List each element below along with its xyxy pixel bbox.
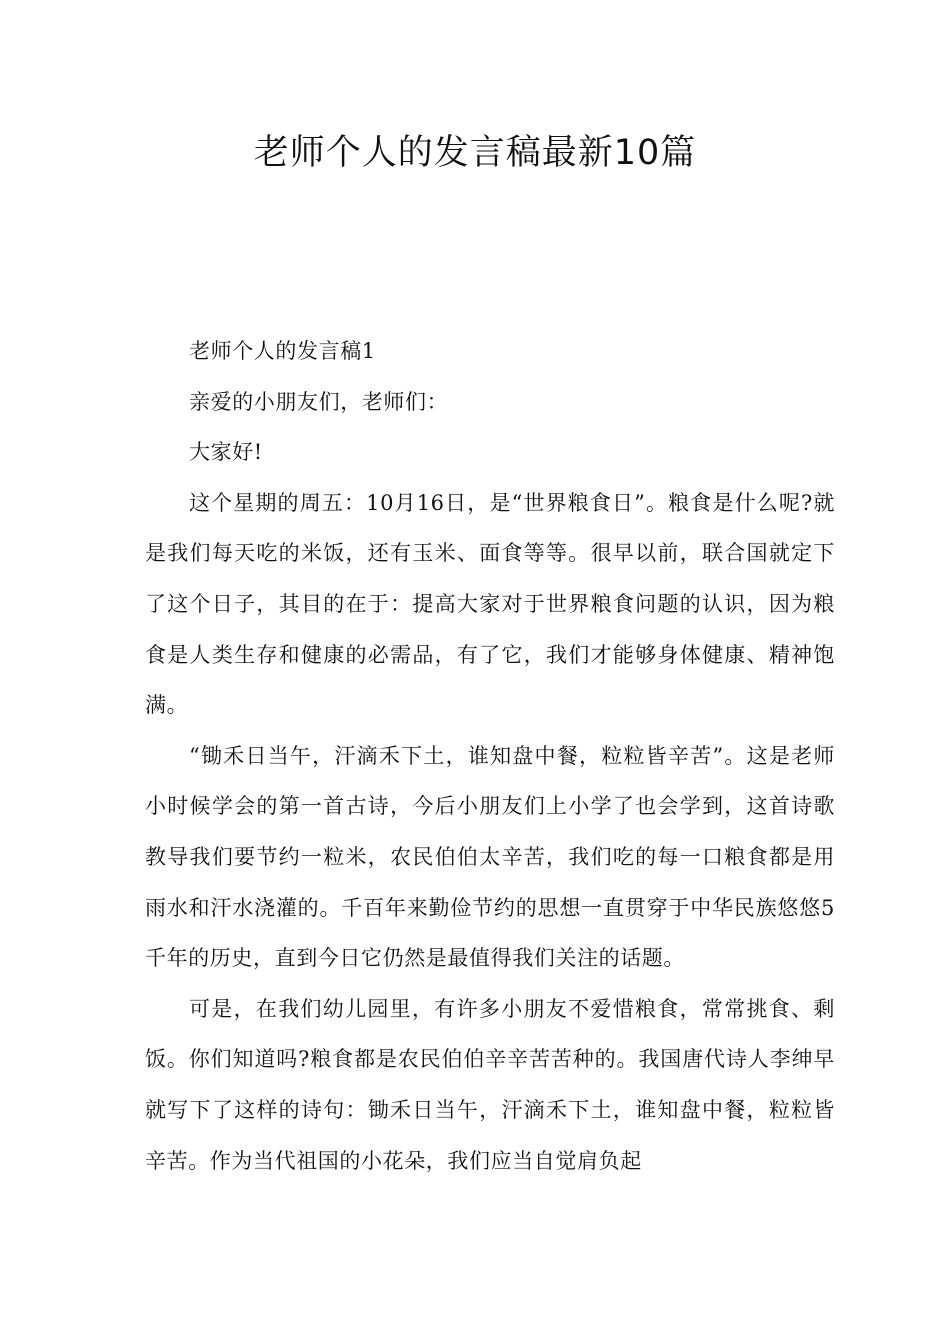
document-body [145, 326, 835, 1186]
paragraph-kindergarten: 可是，在我们幼儿园里，有许多小朋友不爱惜粮食，常常挑食、剩饭。你们知道吗?粮食都是农民伯伯辛辛苦苦种的。我国唐代诗人李绅早就写下了这样的诗句：锄禾日当午，汗滴禾下土，谁知盘中餐，粒粒皆辛苦。作为当代祖国的小花朵，我们应当自觉肩负起 [145, 996, 835, 1173]
salutation: 亲爱的小朋友们，老师们： [189, 389, 449, 414]
document-title: 老师个人的发言稿最新10篇 [253, 133, 697, 173]
greeting: 大家好! [189, 440, 263, 465]
paragraph-poem: “锄禾日当午，汗滴禾下土，谁知盘中餐，粒粒皆辛苦”。这是老师小时候学会的第一首古诗，今后小朋友们上小学了也会学到，这首诗歌教导我们要节约一粒米，农民伯伯太辛苦，我们吃的每一口粮食都是用雨水和汗水浇灌的。千百年来勤俭节约的思想一直贯穿于中华民族悠悠5千年的历史，直到今日它仍然是最值得我们关注的话题。 [145, 743, 835, 971]
section-heading: 老师个人的发言稿1 [189, 339, 376, 363]
paragraph-world-food-day: 这个星期的周五：10月16日，是“世界粮食日”。粮食是什么呢?就是我们每天吃的米饭，还有玉米、面食等等。很早以前，联合国就定下了这个日子，其目的在于：提高大家对于世界粮食问题的认识，因为粮食是人类生存和健康的必需品，有了它，我们才能够身体健康、精神饱满。 [145, 490, 835, 718]
